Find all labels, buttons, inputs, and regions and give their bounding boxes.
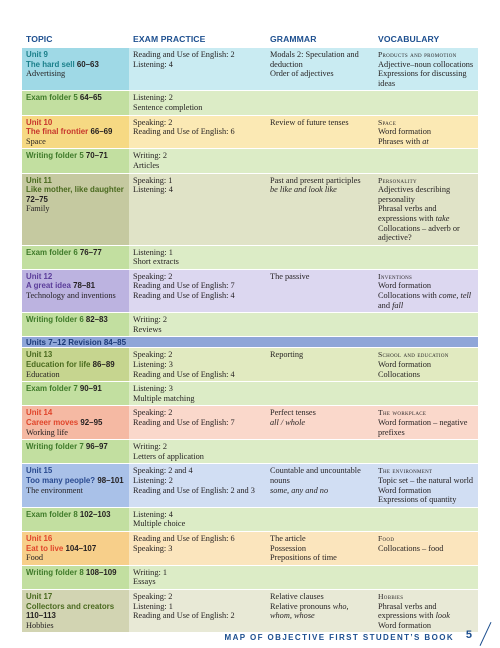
- grammar-item: Order of adjectives: [270, 69, 334, 79]
- unit-row: [22, 405, 478, 439]
- folder-row: [22, 507, 478, 531]
- topic-cell: [22, 246, 129, 269]
- vocabulary-cell: [374, 91, 478, 114]
- folder-pages: 82–83: [85, 315, 108, 325]
- vocabulary-cell: [374, 48, 478, 90]
- unit-title: [26, 544, 125, 554]
- folder-pages: 102–103: [79, 509, 111, 519]
- unit-title-text: Career moves: [26, 418, 79, 427]
- unit-title: [26, 476, 125, 486]
- vocabulary-theme: The workplace: [378, 408, 427, 418]
- topic-cell: [22, 508, 129, 531]
- exam-practice-item: Reading and Use of English: 7: [133, 281, 235, 291]
- exam-practice-item: Short extracts: [133, 257, 179, 267]
- table-body: [22, 47, 478, 632]
- syllabus-map: [22, 30, 478, 632]
- unit-number: Unit 13: [26, 350, 53, 360]
- vocabulary-item: Collocations – adverb or adjective?: [378, 223, 460, 243]
- topic-cell: [22, 348, 129, 381]
- folder-row: [22, 439, 478, 463]
- unit-pages: 78–81: [73, 281, 96, 291]
- vocabulary-item: Word formation: [378, 281, 432, 291]
- grammar-item: Modals 2: Speculation and deduction: [270, 50, 359, 69]
- vocabulary-item: Collocations: [378, 369, 420, 379]
- exam-practice-item: Reading and Use of English: 4: [133, 369, 235, 379]
- revision-pages: 84–85: [103, 338, 127, 348]
- exam-practice-cell: [129, 566, 266, 589]
- vocabulary-cell: [374, 246, 478, 269]
- unit-number: Unit 17: [26, 591, 53, 601]
- topic-cell: [22, 116, 129, 149]
- exam-practice-cell: [129, 91, 266, 114]
- unit-title-text: A great idea: [26, 281, 71, 291]
- exam-practice-item: Reading and Use of English: 2: [133, 611, 235, 621]
- folder-title: Exam folder 6: [26, 247, 78, 257]
- exam-practice-item: Listening: 3: [133, 360, 173, 370]
- page-footer: [0, 631, 500, 648]
- grammar-item: Possession: [270, 543, 306, 553]
- topic-cell: [22, 48, 129, 90]
- folder-title: Exam folder 5: [26, 93, 78, 103]
- exam-practice-item: Listening: 2: [133, 93, 173, 103]
- grammar-item: all / whole: [270, 418, 306, 427]
- vocabulary-column-header: VOCABULARY: [378, 33, 440, 44]
- grammar-item: Countable and uncountable nouns: [270, 466, 361, 485]
- vocabulary-item: Topic set – the natural world: [378, 475, 474, 485]
- vocabulary-theme: Hobbies: [378, 591, 404, 601]
- unit-number: Unit 10: [26, 117, 53, 127]
- folder-pages: 90–91: [79, 384, 102, 394]
- vocabulary-item: Word formation: [378, 485, 432, 495]
- folder-title: Exam folder 8: [26, 509, 78, 519]
- unit-number: Unit 16: [26, 533, 53, 543]
- grammar-cell: [266, 149, 374, 172]
- unit-row: [22, 531, 478, 565]
- revision-row: [22, 336, 478, 347]
- unit-topic: Advertising: [26, 69, 66, 79]
- vocabulary-cell: [374, 440, 478, 463]
- vocabulary-cell: [374, 270, 478, 312]
- folder-pages: 108–109: [85, 567, 117, 577]
- exam-practice-item: Speaking: 2: [133, 117, 173, 127]
- exam-practice-item: Essays: [133, 577, 156, 587]
- exam-practice-cell: [129, 246, 266, 269]
- unit-title: [26, 360, 125, 370]
- unit-pages: 60–63: [76, 59, 99, 69]
- folder-pages: 70–71: [85, 151, 108, 161]
- topic-cell: [22, 91, 129, 114]
- exam-practice-item: Listening: 4: [133, 185, 173, 195]
- vocabulary-cell: [374, 406, 478, 439]
- footer-title: MAP OF OBJECTIVE FIRST STUDENT’S BOOK: [224, 633, 454, 642]
- topic-cell: [22, 270, 129, 312]
- folder-row: [22, 312, 478, 336]
- table-header: [22, 30, 478, 47]
- exam-practice-cell: [129, 590, 266, 632]
- unit-pages: 86–89: [92, 360, 115, 370]
- vocabulary-theme: Inventions: [378, 271, 413, 281]
- exam-practice-item: Multiple matching: [133, 393, 195, 403]
- vocabulary-item: Adjectives describing personality: [378, 185, 451, 204]
- vocabulary-cell: [374, 149, 478, 172]
- grammar-item: Reporting: [270, 350, 304, 360]
- topic-cell: [22, 566, 129, 589]
- unit-topic: Education: [26, 369, 60, 379]
- exam-practice-item: Listening: 3: [133, 384, 173, 394]
- grammar-cell: [266, 508, 374, 531]
- vocabulary-item: Word formation – negative prefixes: [378, 418, 468, 437]
- topic-cell: [22, 313, 129, 336]
- unit-pages: 72–75: [26, 194, 48, 204]
- vocabulary-item: Collocations with come, tell and fall: [378, 291, 472, 310]
- folder-title: Exam folder 7: [26, 384, 78, 394]
- unit-row: [22, 347, 478, 381]
- exam-practice-cell: [129, 464, 266, 506]
- grammar-cell: [266, 382, 374, 405]
- exam-practice-cell: [129, 174, 266, 245]
- vocabulary-item: Expressions of quantity: [378, 495, 457, 505]
- exam-practice-item: Writing: 2: [133, 151, 168, 161]
- topic-cell: [22, 174, 129, 245]
- unit-topic: Space: [26, 136, 46, 146]
- unit-title: [26, 185, 125, 204]
- unit-pages: 110–113: [26, 611, 56, 621]
- page-number: 5: [465, 629, 472, 641]
- topic-cell: [22, 590, 129, 632]
- vocabulary-cell: [374, 566, 478, 589]
- topic-column-header: TOPIC: [26, 33, 53, 44]
- grammar-item: be like and look like: [270, 185, 337, 195]
- folder-pages: 96–97: [85, 442, 108, 452]
- grammar-cell: [266, 91, 374, 114]
- vocabulary-cell: [374, 313, 478, 336]
- exam-practice-item: Speaking: 2 and 4: [133, 466, 193, 476]
- exam-practice-item: Writing: 2: [133, 315, 168, 325]
- vocabulary-item: Phrases with at: [378, 136, 429, 146]
- folder-title: Writing folder 8: [26, 567, 84, 577]
- unit-topic: Family: [26, 204, 50, 214]
- exam-practice-cell: [129, 348, 266, 381]
- folder-row: [22, 565, 478, 589]
- revision-title: Units 7–12 Revision: [26, 338, 102, 348]
- vocabulary-cell: [374, 464, 478, 506]
- exam-practice-cell: [129, 270, 266, 312]
- exam-practice-item: Speaking: 3: [133, 543, 173, 553]
- exam-practice-cell: [129, 406, 266, 439]
- unit-pages: 104–107: [65, 543, 97, 553]
- topic-cell: [22, 440, 129, 463]
- unit-number: Unit 15: [26, 466, 53, 476]
- folder-pages: 64–65: [79, 93, 102, 103]
- vocabulary-theme: The environment: [378, 466, 433, 476]
- exam-practice-item: Listening: 4: [133, 509, 173, 519]
- unit-row: [22, 47, 478, 90]
- folder-row: [22, 245, 478, 269]
- grammar-cell: [266, 566, 374, 589]
- unit-pages: 92–95: [80, 418, 103, 427]
- unit-topic: Working life: [26, 427, 68, 437]
- exam-practice-item: Speaking: 2: [133, 271, 173, 281]
- vocabulary-cell: [374, 590, 478, 632]
- grammar-cell: [266, 348, 374, 381]
- exam-practice-cell: [129, 116, 266, 149]
- grammar-item: Prepositions of time: [270, 553, 337, 563]
- unit-topic: Food: [26, 553, 44, 563]
- exam-practice-cell: [129, 508, 266, 531]
- exam-practice-cell: [129, 149, 266, 172]
- grammar-column-header: GRAMMAR: [270, 33, 317, 44]
- exam-practice-item: Reviews: [133, 324, 162, 334]
- unit-topic: The environment: [26, 485, 83, 495]
- grammar-item: Review of future tenses: [270, 117, 349, 127]
- vocabulary-item: Word formation: [378, 127, 432, 137]
- folder-title: Writing folder 6: [26, 315, 84, 325]
- unit-number: Unit 11: [26, 175, 52, 185]
- vocabulary-cell: [374, 382, 478, 405]
- unit-title: [26, 127, 125, 137]
- vocabulary-theme: Products and promotion: [378, 50, 457, 59]
- exam-practice-item: Reading and Use of English: 6: [133, 127, 235, 137]
- grammar-cell: [266, 532, 374, 565]
- folder-pages: 76–77: [79, 247, 102, 257]
- unit-title: [26, 418, 125, 428]
- topic-cell: [22, 464, 129, 506]
- topic-cell: [22, 406, 129, 439]
- grammar-cell: [266, 406, 374, 439]
- vocabulary-theme: School and education: [378, 350, 449, 360]
- folder-row: [22, 90, 478, 114]
- topic-cell: [22, 149, 129, 172]
- unit-title-text: Like mother, like daughter: [26, 185, 124, 195]
- grammar-item: Past and present participles: [270, 175, 361, 185]
- exam-practice-item: Speaking: 2: [133, 350, 173, 360]
- grammar-cell: [266, 313, 374, 336]
- folder-row: [22, 148, 478, 172]
- exam-practice-cell: [129, 382, 266, 405]
- vocabulary-cell: [374, 174, 478, 245]
- vocabulary-item: Phrasal verbs and expressions with take: [378, 204, 450, 223]
- exam-practice-item: Reading and Use of English: 2: [133, 50, 235, 59]
- folder-row: [22, 381, 478, 405]
- unit-row: [22, 589, 478, 632]
- grammar-cell: [266, 48, 374, 90]
- vocabulary-item: Collocations – food: [378, 543, 444, 553]
- vocabulary-item: Word formation: [378, 360, 432, 370]
- unit-title-text: Eat to live: [26, 543, 64, 553]
- exam-practice-item: Sentence completion: [133, 102, 203, 112]
- unit-title-text: Education for life: [26, 360, 91, 370]
- unit-row: [22, 173, 478, 245]
- grammar-item: The passive: [270, 271, 310, 281]
- exam-practice-item: Multiple choice: [133, 519, 186, 529]
- exam-practice-item: Reading and Use of English: 7: [133, 418, 235, 427]
- exam-practice-cell: [129, 48, 266, 90]
- exam-practice-item: Writing: 2: [133, 442, 168, 452]
- exam-practice-item: Speaking: 2: [133, 408, 173, 418]
- unit-title: [26, 602, 125, 621]
- vocabulary-item: Adjective–noun collocations: [378, 59, 474, 69]
- unit-title: [26, 60, 125, 70]
- unit-pages: 98–101: [97, 475, 124, 485]
- exam-practice-item: Speaking: 2: [133, 591, 173, 601]
- grammar-cell: [266, 246, 374, 269]
- vocabulary-cell: [374, 532, 478, 565]
- grammar-item: some, any and no: [270, 485, 329, 495]
- vocabulary-item: Phrasal verbs and expressions with look: [378, 601, 450, 621]
- unit-title: [26, 281, 125, 291]
- grammar-item: Relative pronouns who, whom, whose: [270, 601, 349, 621]
- exam-practice-item: Listening: 4: [133, 59, 173, 69]
- grammar-cell: [266, 440, 374, 463]
- exam-practice-item: Listening: 1: [133, 247, 173, 257]
- footer-slash-decoration: [479, 622, 491, 646]
- vocabulary-theme: Food: [378, 533, 395, 543]
- unit-topic: Technology and inventions: [26, 291, 116, 301]
- exam-practice-cell: [129, 440, 266, 463]
- exam-practice-column-header: EXAM PRACTICE: [133, 33, 206, 44]
- unit-number: Unit 14: [26, 408, 53, 418]
- exam-practice-item: Letters of application: [133, 451, 204, 461]
- grammar-item: Relative clauses: [270, 591, 324, 601]
- grammar-cell: [266, 174, 374, 245]
- exam-practice-item: Reading and Use of English: 4: [133, 291, 235, 301]
- exam-practice-item: Listening: 1: [133, 601, 173, 611]
- unit-title-text: The hard sell: [26, 59, 75, 69]
- topic-cell: [22, 532, 129, 565]
- folder-title: Writing folder 7: [26, 442, 84, 452]
- unit-number: Unit 9: [26, 50, 48, 59]
- grammar-item: Perfect tenses: [270, 408, 316, 418]
- grammar-cell: [266, 116, 374, 149]
- vocabulary-item: Expressions for discussing ideas: [378, 69, 467, 88]
- exam-practice-item: Speaking: 1: [133, 175, 173, 185]
- exam-practice-item: Articles: [133, 160, 160, 170]
- unit-number: Unit 12: [26, 271, 53, 281]
- vocabulary-cell: [374, 116, 478, 149]
- exam-practice-item: Reading and Use of English: 6: [133, 533, 235, 543]
- grammar-cell: [266, 590, 374, 632]
- unit-title-text: Collectors and creators: [26, 601, 115, 611]
- topic-cell: [22, 382, 129, 405]
- grammar-cell: [266, 270, 374, 312]
- exam-practice-item: Listening: 2: [133, 475, 173, 485]
- unit-row: [22, 115, 478, 149]
- unit-title-text: The final frontier: [26, 127, 89, 137]
- vocabulary-cell: [374, 508, 478, 531]
- exam-practice-cell: [129, 313, 266, 336]
- vocabulary-theme: Personality: [378, 175, 417, 185]
- unit-row: [22, 463, 478, 506]
- folder-title: Writing folder 5: [26, 151, 84, 161]
- unit-pages: 66–69: [90, 127, 113, 137]
- unit-title-text: Too many people?: [26, 475, 96, 485]
- vocabulary-cell: [374, 348, 478, 381]
- unit-topic: Hobbies: [26, 620, 54, 630]
- unit-row: [22, 269, 478, 312]
- grammar-item: The article: [270, 533, 306, 543]
- vocabulary-theme: Space: [378, 117, 397, 127]
- vocabulary-item: Word formation: [378, 620, 432, 630]
- grammar-cell: [266, 464, 374, 506]
- exam-practice-item: Reading and Use of English: 2 and 3: [133, 485, 255, 495]
- exam-practice-item: Writing: 1: [133, 567, 168, 577]
- exam-practice-cell: [129, 532, 266, 565]
